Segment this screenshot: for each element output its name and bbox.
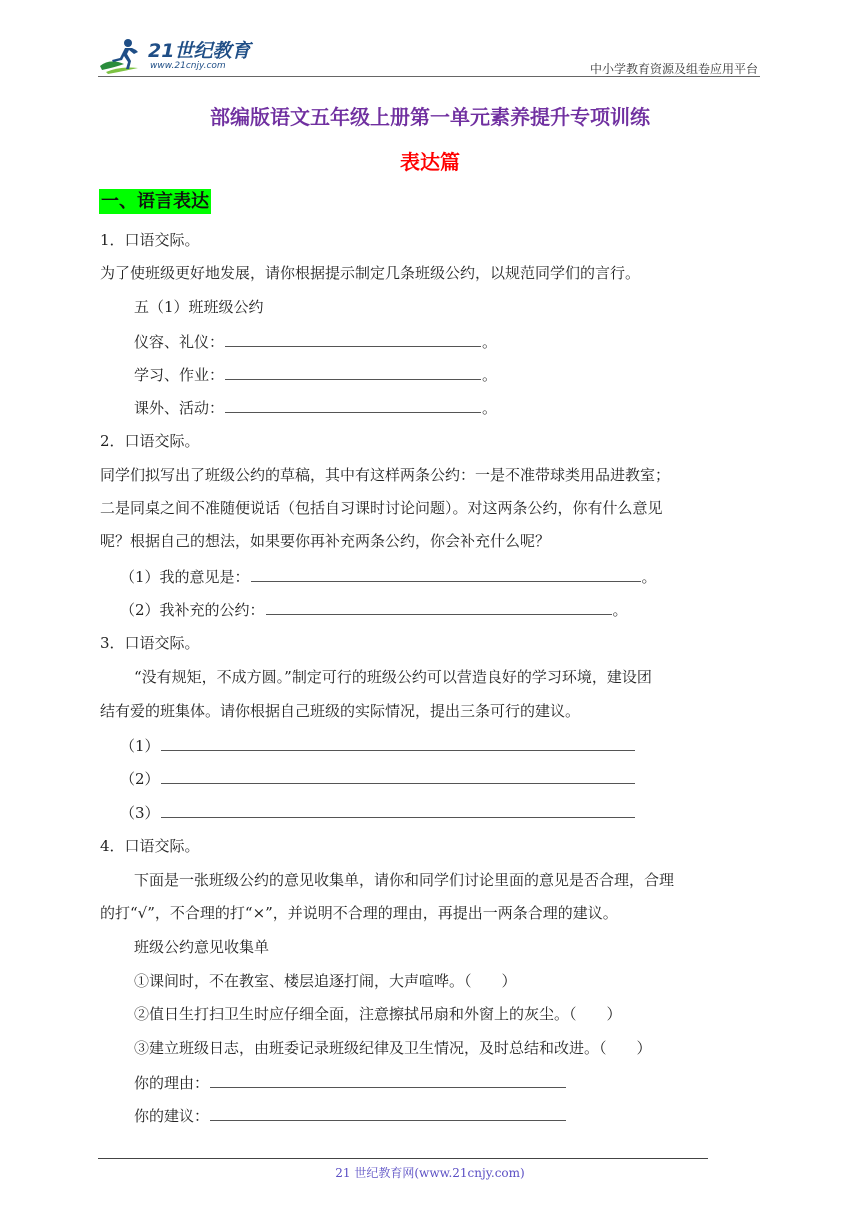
logo	[98, 36, 250, 76]
q2-text-line: 二是同桌之间不准随便说话（包括自习课时讨论问题）。对这两条公约，你有什么意见	[100, 499, 663, 517]
q3-text-line: 结有爱的班集体。请你根据自己班级的实际情况，提出三条可行的建议。	[100, 702, 581, 720]
q3-heading: 3．口语交际。	[100, 634, 200, 652]
q2-item-label: （2）我补充的公约：	[120, 601, 265, 619]
q3-text-line: “没有规矩，不成方圆。”制定可行的班级公约可以营造良好的学习环境，建设团	[134, 668, 652, 686]
answer-blank[interactable]	[161, 802, 635, 818]
q1-item	[134, 331, 497, 352]
period: 。	[612, 601, 628, 619]
footer-text: 21 世纪教育网(www.21cnjy.com)	[335, 1166, 525, 1180]
reason-label: 你的理由：	[134, 1074, 210, 1092]
q2-item-label: （1）我的意见是：	[120, 568, 250, 586]
answer-blank[interactable]	[251, 566, 641, 582]
q4-heading: 4．口语交际。	[100, 837, 200, 855]
answer-blank[interactable]	[225, 331, 481, 347]
answer-blank[interactable]	[210, 1105, 566, 1121]
period: 。	[482, 366, 498, 384]
q1-heading: 1．口语交际。	[100, 231, 200, 249]
q2-item	[120, 566, 657, 587]
q1-item-label: 课外、活动：	[134, 399, 225, 417]
q1-item	[134, 397, 497, 418]
q3-item	[120, 802, 636, 823]
q4-text-line: 下面是一张班级公约的意见收集单，请你和同学们讨论里面的意见是否合理，合理	[134, 871, 675, 889]
q4-opinion: ③建立班级日志，由班委记录班级纪律及卫生情况，及时总结和改进。（ ）	[134, 1039, 652, 1057]
q1-item-label: 仪容、礼仪：	[134, 333, 225, 351]
q4-suggestion	[134, 1105, 567, 1126]
q1-item	[134, 364, 497, 385]
logo-url: www.21cnjy.com	[150, 60, 226, 71]
q2-text-line: 呢？根据自己的想法，如果要你再补充两条公约，你会补充什么呢？	[100, 532, 551, 550]
period: 。	[482, 399, 498, 417]
q4-opinion: ②值日生打扫卫生时应仔细全面，注意擦拭吊扇和外窗上的灰尘。（ ）	[134, 1005, 622, 1023]
period: 。	[482, 333, 498, 351]
answer-blank[interactable]	[225, 397, 481, 413]
q1-subheading: 五（1）班班级公约	[134, 298, 264, 316]
header-divider	[98, 76, 760, 77]
q4-reason	[134, 1072, 567, 1093]
q1-item-label: 学习、作业：	[134, 366, 225, 384]
answer-blank[interactable]	[225, 364, 481, 380]
answer-blank[interactable]	[210, 1072, 566, 1088]
q4-opinion: ①课间时，不在教室、楼层追逐打闹，大声喧哗。（ ）	[134, 972, 517, 990]
q3-item-label: （2）	[120, 770, 160, 788]
q3-item	[120, 735, 636, 756]
q4-text-line: 的打“√”，不合理的打“×”，并说明不合理的理由，再提出一两条合理的建议。	[100, 904, 618, 922]
footer-divider	[98, 1158, 708, 1159]
section-heading: 一、语言表达	[101, 191, 209, 212]
q3-item-label: （1）	[120, 737, 160, 755]
page-subtitle: 表达篇	[400, 150, 460, 174]
suggestion-label: 你的建议：	[134, 1107, 210, 1125]
q2-item	[120, 599, 628, 620]
period: 。	[641, 568, 657, 586]
runner-logo-icon	[98, 36, 144, 76]
page-header	[98, 30, 760, 78]
q1-intro: 为了使班级更好地发展，请你根据提示制定几条班级公约，以规范同学们的言行。	[100, 264, 641, 282]
q2-heading: 2．口语交际。	[100, 432, 200, 450]
answer-blank[interactable]	[161, 735, 635, 751]
answer-blank[interactable]	[161, 768, 635, 784]
q3-item-label: （3）	[120, 804, 160, 822]
q3-item	[120, 768, 636, 789]
logo-text: 21世纪教育	[148, 39, 251, 62]
q2-text-line: 同学们拟写出了班级公约的草稿，其中有这样两条公约：一是不准带球类用品进教室；	[100, 466, 671, 484]
answer-blank[interactable]	[266, 599, 612, 615]
page-title: 部编版语文五年级上册第一单元素养提升专项训练	[210, 105, 650, 129]
platform-name: 中小学教育资源及组卷应用平台	[589, 62, 758, 76]
q4-form-title: 班级公约意见收集单	[134, 938, 270, 956]
